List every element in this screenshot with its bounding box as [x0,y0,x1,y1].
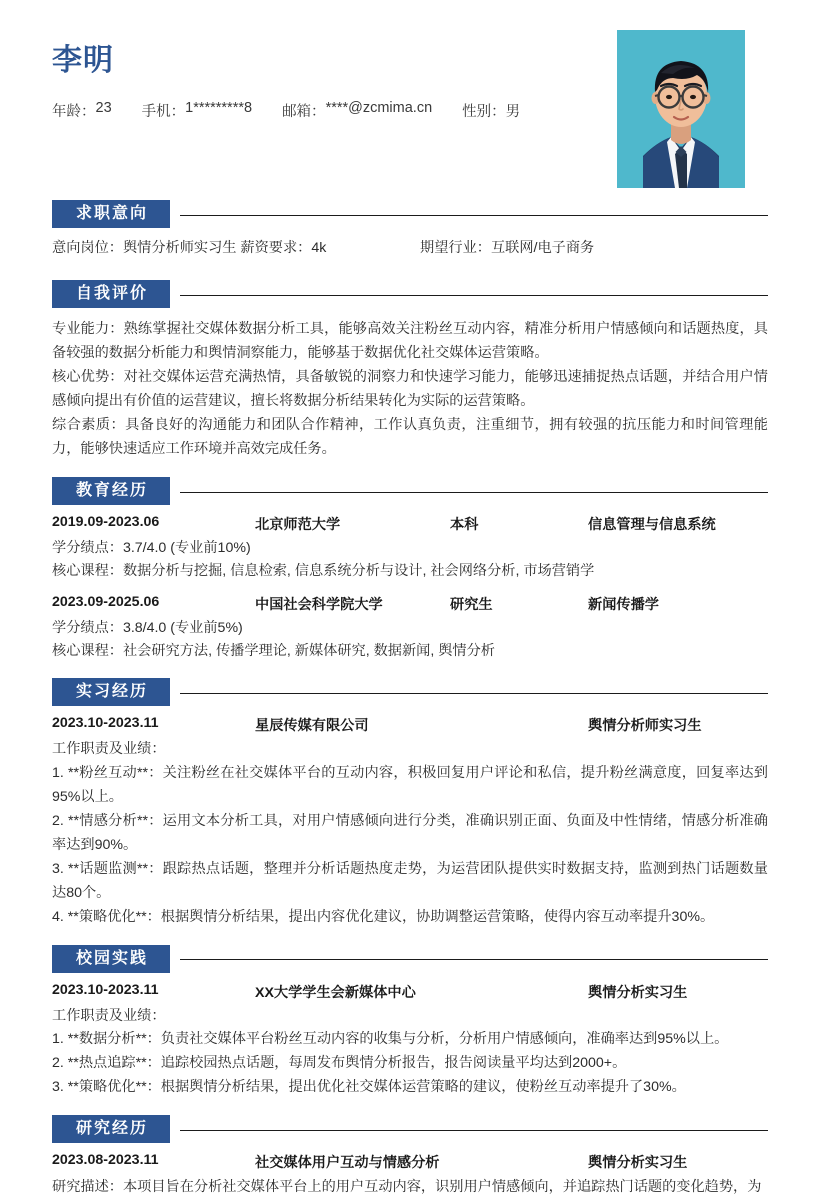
profile-photo-illustration [617,30,745,188]
education-entry-header [52,514,768,537]
section-self-evaluation [0,280,820,461]
resume-header [0,0,820,200]
research-project: 社交媒体用户互动与情感分析 [255,1155,440,1171]
education-school: 中国社会科学院大学 [255,597,383,613]
section-title-education: 教育经历 [52,477,170,505]
list-item: 3. **策略优化**：根据舆情分析结果，提出优化社交媒体运营策略的建议，使粉丝互动率提升了30%。 [52,1079,686,1095]
education-gpa: 学分绩点：3.7/4.0 (专业前10%) [52,540,251,556]
contact-email-label: 邮箱： [282,104,326,120]
section-divider [180,959,768,960]
campus-role: 舆情分析实习生 [588,984,688,1001]
position-label: 意向岗位： [52,240,123,256]
section-job-intent [0,200,820,259]
section-divider [180,492,768,493]
section-divider [180,693,768,694]
section-divider [180,295,768,296]
campus-date: 2023.10-2023.11 [52,981,159,998]
research-description: 研究描述：本项目旨在分析社交媒体平台上的用户互动内容，识别用户情感倾向，并追踪热门话题的变化趋势，为 [52,1179,762,1195]
internship-date: 2023.10-2023.11 [52,715,159,731]
campus-entry [52,982,768,1100]
internship-duties-label: 工作职责及业绩： [52,741,166,757]
education-entry [52,514,768,582]
self-eval-paragraph: 综合素质：具备良好的沟通能力和团队合作精神，工作认真负责，注重细节，拥有较强的抗压能力和时间管理能力，能够快速适应工作环境并高效完成任务。 [52,417,768,457]
salary-value: 4k [311,240,327,256]
contact-age-label: 年龄： [52,104,96,120]
section-title-research: 研究经历 [52,1115,170,1143]
contact-gender-label: 性别： [462,104,506,120]
job-intent-left [52,237,326,257]
section-title-internship: 实习经历 [52,678,170,706]
section-divider [180,215,768,216]
job-intent-row [52,237,768,259]
section-title-campus-practice: 校园实践 [52,945,170,973]
position-value: 舆情分析师实习生 [122,240,237,256]
list-item: 2. **热点追踪**：追踪校园热点话题，每周发布舆情分析报告，报告阅读量平均达到2000+。 [52,1055,627,1071]
section-header-campus-practice [52,945,768,973]
education-date: 2019.09-2023.06 [52,514,160,530]
contact-gender [462,100,520,121]
education-gpa: 学分绩点：3.8/4.0 (专业前5%) [52,620,243,636]
contact-age-value: 23 [95,100,112,116]
section-header-self-evaluation [52,280,768,308]
research-date: 2023.08-2023.11 [52,1152,159,1168]
education-school: 北京师范大学 [255,517,341,533]
internship-entry-header [52,715,768,738]
campus-duties-label: 工作职责及业绩： [52,1007,166,1024]
education-major: 新闻传播学 [588,597,659,613]
self-eval-paragraph: 核心优势：对社交媒体运营充满热情，具备敏锐的洞察力和快速学习能力，能够迅速捕捉热点话题，并结合用户情感倾向提出有价值的运营建议，擅长将数据分析结果转化为实际的运营策略。 [52,369,768,409]
list-item: 2. **情感分析**：运用文本分析工具，对用户情感倾向进行分类，准确识别正面、负面及中性情绪，情感分析准确率达到90%。 [52,812,768,853]
salary-label: 薪资要求： [240,240,312,256]
contact-email-value: ****@zcmima.cn [325,100,433,116]
contact-age [52,100,112,121]
education-degree: 本科 [450,517,479,533]
section-title-self-evaluation: 自我评价 [52,280,170,308]
section-research [0,1115,820,1199]
research-entry-header [52,1152,768,1175]
list-item: 1. **数据分析**：负责社交媒体平台粉丝互动内容的收集与分析，分析用户情感倾向，准确率达到95%以上。 [52,1031,729,1047]
education-date: 2023.09-2025.06 [52,594,160,610]
research-entry [52,1152,768,1199]
internship-entry [52,715,768,929]
campus-entry-header [52,982,768,1005]
section-internship [0,678,820,929]
contact-email [282,100,432,121]
job-intent-right [420,237,594,257]
section-header-internship [52,678,768,706]
section-header-job-intent [52,200,768,228]
section-education [0,477,820,662]
education-courses: 核心课程：数据分析与挖掘, 信息检索, 信息系统分析与设计, 社会网络分析, 市场营销学 [52,562,595,579]
campus-bullets [52,1027,768,1099]
list-item: 1. **粉丝互动**：关注粉丝在社交媒体平台的互动内容，积极回复用户评论和私信，提升粉丝满意度，回复率达到95%以上。 [52,764,768,805]
contact-phone-value: 1*********8 [185,100,253,116]
section-header-research [52,1115,768,1143]
education-entry-header [52,594,768,617]
contact-phone-label: 手机： [141,104,186,120]
profile-photo [617,30,745,188]
education-major: 信息管理与信息系统 [588,517,716,533]
list-item: 3. **话题监测**：跟踪热点话题，整理并分析话题热度走势，为运营团队提供实时数据支持，监测到热门话题数量达80个。 [52,860,768,901]
internship-role: 舆情分析师实习生 [588,718,702,734]
education-courses: 核心课程：社会研究方法, 传播学理论, 新媒体研究, 数据新闻, 舆情分析 [52,642,495,659]
internship-company: 星辰传媒有限公司 [255,718,369,734]
campus-org: XX大学学生会新媒体中心 [255,984,416,1001]
page-title: 李明 [52,44,114,77]
internship-bullets [52,761,768,929]
section-campus-practice [0,945,820,1100]
contact-gender-value: 男 [505,104,521,120]
self-eval-paragraph: 专业能力：熟练掌握社交媒体数据分析工具，能够高效关注粉丝互动内容，精准分析用户情感倾向和话题热度，具备较强的数据分析能力和舆情洞察能力，能够基于数据优化社交媒体运营策略。 [52,321,768,361]
industry-value: 互联网/电子商务 [490,240,595,256]
contact-phone [142,100,252,121]
industry-label: 期望行业： [420,240,491,256]
research-role: 舆情分析实习生 [588,1155,688,1171]
list-item: 4. **策略优化**：根据舆情分析结果，提出内容优化建议，协助调整运营策略，使得内容互动率提升30%。 [52,908,715,925]
section-header-education [52,477,768,505]
education-entry [52,594,768,662]
education-degree: 研究生 [450,597,493,613]
section-divider [180,1130,768,1131]
section-title-job-intent: 求职意向 [52,200,170,228]
